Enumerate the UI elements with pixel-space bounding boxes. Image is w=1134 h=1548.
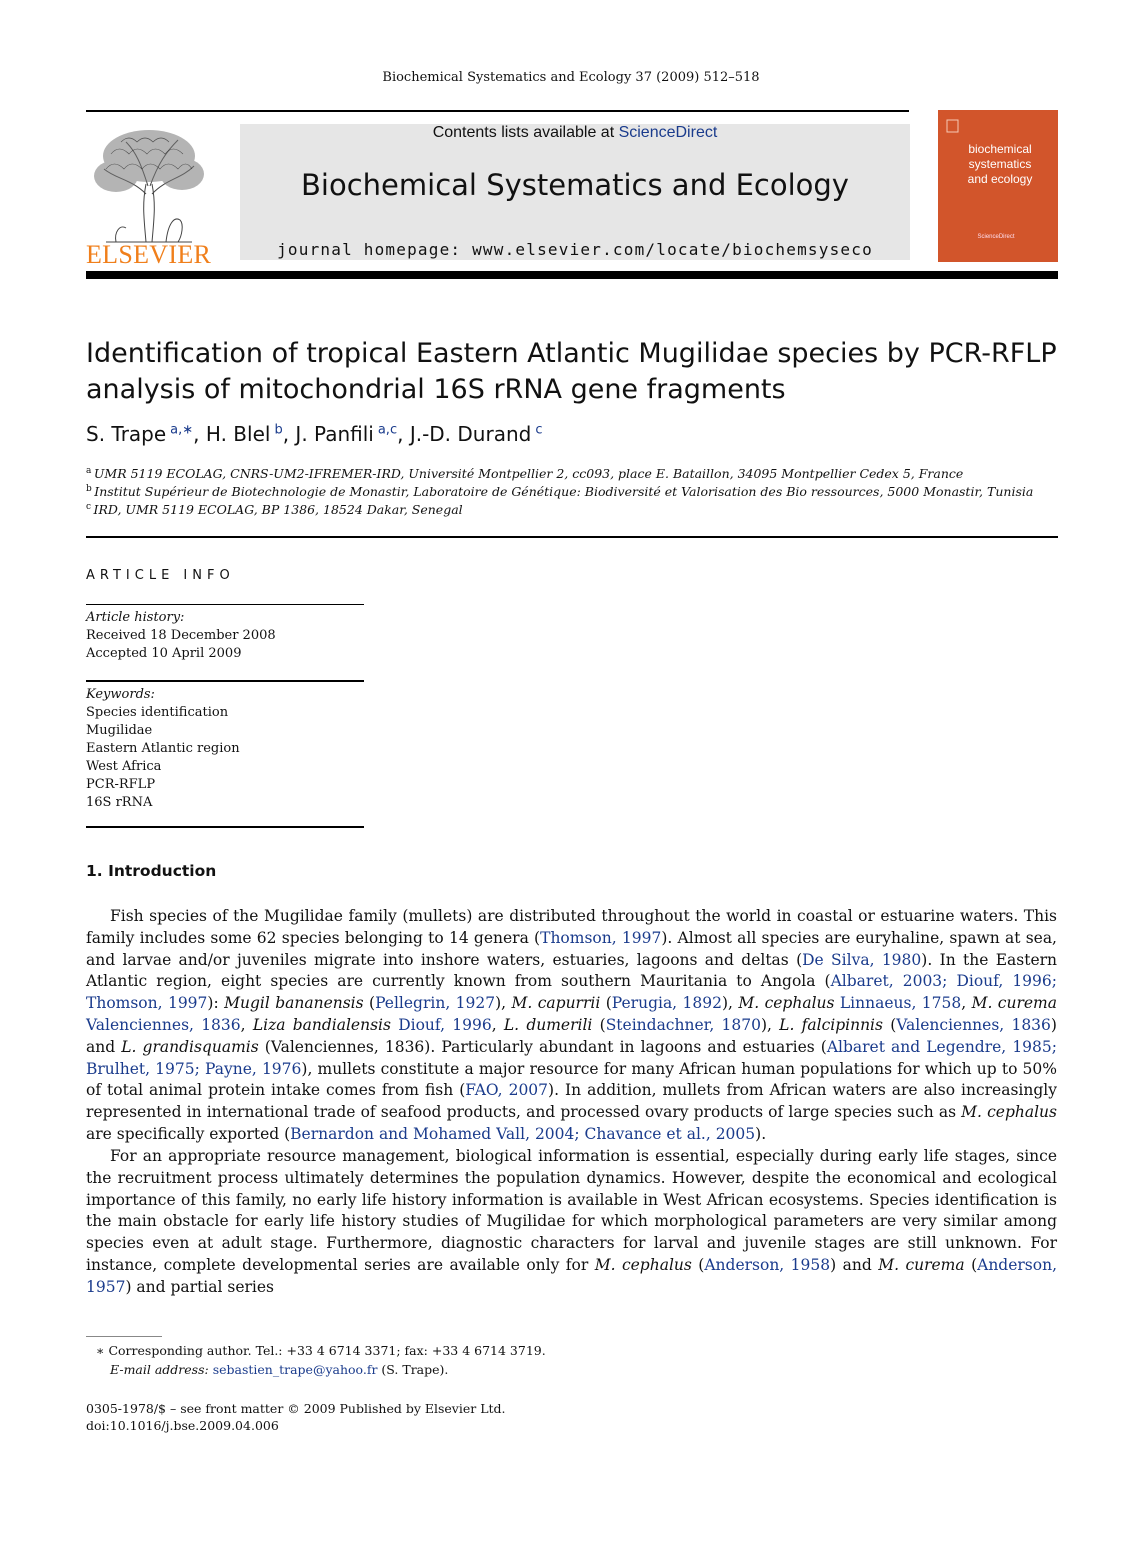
paragraph-body: [86, 1147, 1057, 1296]
issn-line: 0305-1978/$ – see front matter © 2009 Published by Elsevier Ltd.: [86, 1401, 506, 1416]
citation-link[interactable]: FAO, 2007: [465, 1081, 549, 1100]
author-name: J.-D. Durand: [409, 422, 532, 446]
affiliation: [86, 502, 1058, 517]
text-run: ,: [240, 1015, 253, 1034]
author-name: H. Blel: [205, 422, 271, 446]
keywords-block: [86, 686, 386, 812]
text-run: ). In addition, mullets from African waters are also increasingly represented in international trade of seafood products, and processed ovary products of large species such as: [86, 1081, 1058, 1122]
species-name: M. capurrii: [511, 994, 601, 1013]
footnote-rule: [86, 1336, 162, 1337]
text-run: ) and: [830, 1255, 879, 1274]
author-list: S. Trape $^{a,∗}$, H. Blel $^b$, J. Panfili $^{a,c}$, J.-D. Durand $^c$: [86, 422, 543, 446]
text-run: ) and partial series: [125, 1277, 275, 1296]
citation-link[interactable]: Diouf, 1996: [398, 1015, 492, 1034]
doi-line[interactable]: doi:10.1016/j.bse.2009.04.006: [86, 1418, 279, 1433]
affiliation-mark: a: [86, 466, 92, 476]
email-note: [110, 1362, 448, 1377]
email-label: E-mail address:: [110, 1362, 213, 1377]
citation-link[interactable]: Pellegrin, 1927: [375, 994, 496, 1013]
text-run: (: [964, 1255, 978, 1274]
text-run: ,: [961, 994, 972, 1013]
intro-paragraph-2: [86, 1146, 1057, 1299]
article-title: [86, 336, 1066, 408]
text-run: ):: [207, 994, 225, 1013]
text-run: ,: [491, 1015, 504, 1034]
affiliation-mark: c: [86, 502, 92, 512]
elsevier-wordmark: ELSEVIER: [86, 240, 212, 269]
text-run: Fish species of the Mugilidae family (mullets) are distributed throughout the world in coastal or estuarine waters. This family includes some 62 species belonging to 14 genera (: [86, 907, 1057, 947]
cover-footer: ScienceDirect: [977, 234, 1015, 240]
citation-link[interactable]: Linnaeus, 1758: [839, 994, 962, 1013]
cover-line-2: systematics: [968, 157, 1032, 171]
citation-link[interactable]: Thomson, 1997: [540, 928, 662, 947]
affiliation-text: UMR 5119 ECOLAG, CNRS-UM2-IFREMER-IRD, Université Montpellier 2, cc093, place E. Bataillon, 34095 Montpellier Cedex 5, France: [93, 466, 964, 482]
affiliation: [86, 484, 1058, 499]
accepted-date: Accepted 10 April 2009: [86, 646, 242, 661]
citation-link[interactable]: Bernardon and Mohamed Vall, 2004; Chavance et al., 2005: [290, 1124, 756, 1143]
received-date: Received 18 December 2008: [86, 628, 276, 643]
journal-title: Biochemical Systematics and Ecology: [301, 168, 849, 202]
text-run: ). In the Eastern Atlantic region, eight species are currently known from southern Mauritania to Angola (: [86, 950, 1058, 991]
cover-line-1: biochemical: [968, 142, 1032, 156]
species-name: M. cephalus: [594, 1255, 692, 1274]
text-run: (: [691, 1255, 705, 1274]
citation-link[interactable]: Valenciennes, 1836: [86, 1015, 241, 1034]
text-run: ).: [755, 1124, 767, 1143]
affiliation: [86, 466, 1058, 481]
cover-elsevier-icon: [946, 118, 960, 134]
affiliation-mark: b: [86, 484, 92, 494]
text-run: (Valenciennes, 1836). Particularly abundant in lagoons and estuaries (: [258, 1037, 827, 1056]
info-rule: [86, 680, 364, 682]
article-history: [86, 609, 386, 663]
author-name: J. Panfili: [295, 422, 374, 446]
corresponding-author-note: ∗ Corresponding author. Tel.: +33 4 6714 3371; fax: +33 4 6714 3719.: [96, 1343, 546, 1358]
contents-prefix: Contents lists available at: [432, 124, 619, 141]
section-rule: [86, 536, 1058, 538]
author-affil-mark[interactable]: a,c: [377, 422, 398, 438]
article-title-line-1: Identification of tropical Eastern Atlantic Mugilidae species by PCR-RFLP: [86, 338, 1057, 369]
citation-link[interactable]: Anderson, 1957: [86, 1255, 1058, 1296]
keyword: Eastern Atlantic region: [86, 741, 240, 756]
email-link[interactable]: sebastien_trape@yahoo.fr: [212, 1362, 378, 1377]
info-rule: [86, 604, 364, 605]
author-affil-mark[interactable]: c: [535, 422, 543, 438]
text-run: (: [592, 1015, 606, 1034]
text-run: are specifically exported (: [86, 1124, 291, 1143]
history-label: Article history:: [86, 610, 185, 625]
text-run: For an appropriate resource management, biological information is essential, especially during early life stages, since the recruitment process ultimately determines the population dynamics. However, despite the economical and ecological importance of this family, no early life history information is available in West African ecosystems. Species identification is the main obstacle for early life history studies of Mugilidae for which morphological parameters are very similar among species even at adult stage. Furthermore, diagnostic characters for larval and juvenile stages are still unknown. For instance, complete developmental series are available only for: [86, 1147, 1057, 1274]
intro-paragraph-1: [86, 906, 1057, 1146]
sciencedirect-link[interactable]: ScienceDirect: [618, 124, 718, 141]
citation-link[interactable]: Steindachner, 1870: [605, 1015, 761, 1034]
text-run: (: [363, 994, 376, 1013]
cover-line-3: and ecology: [967, 172, 1033, 186]
header-thick-rule: [86, 271, 1058, 279]
header-rule: [86, 110, 909, 112]
text-run: ). Almost all species are euryhaline, spawn at sea, and larvae and/or juveniles migrate into inshore waters, estuaries, lagoons and deltas (: [86, 928, 1057, 969]
keyword: West Africa: [86, 759, 162, 774]
citation-link[interactable]: Valenciennes, 1836: [896, 1015, 1051, 1034]
species-name: M. curema: [878, 1255, 965, 1274]
species-name: M. cephalus: [738, 994, 835, 1013]
journal-homepage[interactable]: journal homepage: www.elsevier.com/locate/biochemsyseco: [277, 240, 873, 259]
keyword: 16S rRNA: [86, 795, 153, 810]
text-run: ),: [721, 994, 739, 1013]
species-name: L. grandisquamis: [121, 1037, 259, 1056]
citation-link[interactable]: De Silva, 1980: [802, 950, 922, 969]
citation-link[interactable]: Anderson, 1958: [704, 1255, 831, 1274]
cover-title: [946, 142, 1054, 187]
section-heading-introduction: 1. Introduction: [86, 862, 217, 880]
text-run: ),: [760, 1015, 780, 1034]
text-run: ), mullets constitute a major resource for many African human populations for which up to 50% of total animal protein intake comes from fish (: [86, 1059, 1057, 1100]
species-name: M. curema: [971, 994, 1057, 1013]
author-affil-mark[interactable]: b: [274, 422, 283, 438]
article-info-heading: ARTICLE INFO: [86, 568, 235, 583]
author-affil-mark[interactable]: a,∗: [170, 422, 194, 438]
text-run: ) and: [86, 1015, 1057, 1056]
email-suffix: (S. Trape).: [377, 1362, 449, 1377]
keywords-label: Keywords:: [86, 687, 155, 702]
citation-link[interactable]: Albaret and Legendre, 1985; Brulhet, 1975; Payne, 1976: [86, 1037, 1057, 1078]
keyword: Species identification: [86, 705, 229, 720]
species-name: L. falcipinnis: [779, 1015, 883, 1034]
keyword: PCR-RFLP: [86, 777, 156, 792]
text-run: (: [600, 994, 612, 1013]
text-run: ),: [495, 994, 512, 1013]
affiliation-text: Institut Supérieur de Biotechnologie de Monastir, Laboratoire de Génétique: Biodiversité et Valorisation des Bio ressources, 5000 Monastir, Tunisia: [94, 484, 1034, 500]
article-title-line-2: analysis of mitochondrial 16S rRNA gene fragments: [86, 374, 786, 405]
citation-link[interactable]: Albaret, 2003; Diouf, 1996; Thomson, 1997: [86, 972, 1057, 1013]
species-name: Mugil bananensis: [224, 994, 364, 1013]
info-rule: [86, 826, 364, 828]
author-name: S. Trape: [86, 422, 167, 446]
species-name: Liza bandialensis: [252, 1015, 391, 1034]
contents-line: [240, 124, 910, 142]
text-run: (: [882, 1015, 897, 1034]
affiliation-text: IRD, UMR 5119 ECOLAG, BP 1386, 18524 Dakar, Senegal: [93, 502, 463, 518]
keyword: Mugilidae: [86, 723, 153, 738]
species-name: L. dumerili: [503, 1015, 593, 1034]
citation-link[interactable]: Perugia, 1892: [611, 994, 722, 1013]
species-name: M. cephalus: [961, 1103, 1057, 1122]
journal-citation: Biochemical Systematics and Ecology 37 (2009) 512–518: [382, 70, 760, 85]
paragraph-body: [86, 907, 1057, 1143]
